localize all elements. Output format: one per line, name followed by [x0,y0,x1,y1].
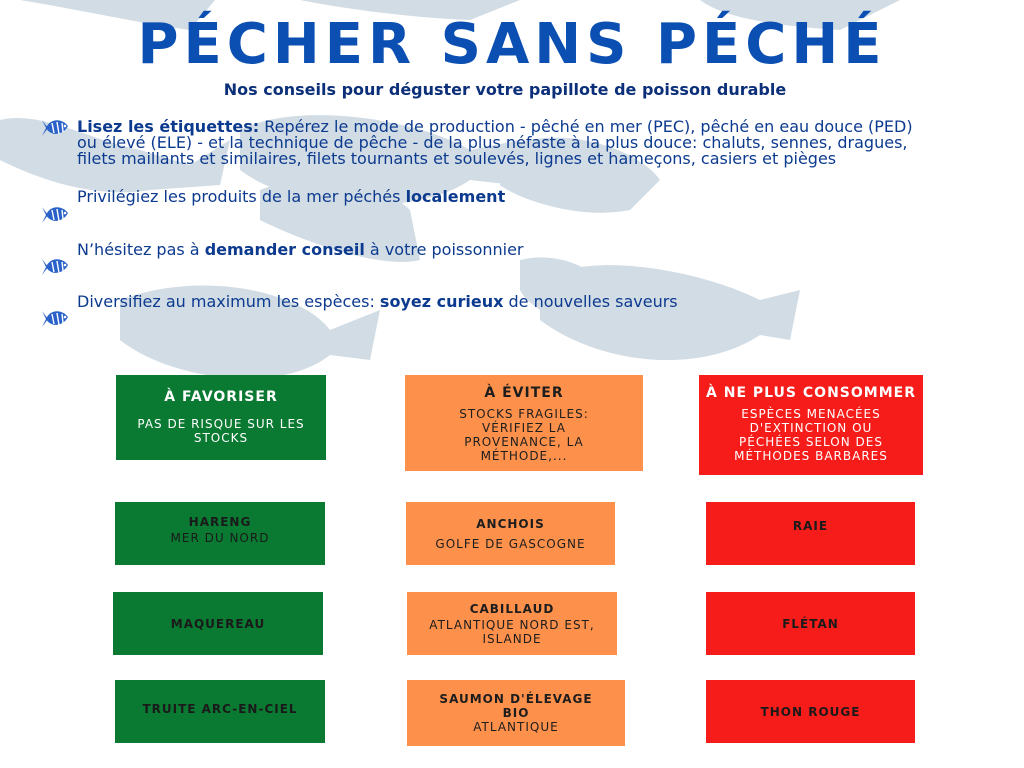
tip-diversifiez-bold: soyez curieux [379,292,504,311]
tip-etiquettes-line2: ou élevé (ELE) - et la technique de pêche - de la plus néfaste à la plus douce: chaluts, sennes, dragues, [77,133,908,152]
fish-origin: ATLANTIQUE [473,720,559,734]
fish-card-raie [706,502,915,565]
fish-card-maquereau [113,592,323,655]
tip-conseil-after: à votre poissonnier [364,240,524,259]
fish-bullet-icon [40,203,70,227]
fish-card-cabillaud [407,592,617,655]
fish-origin: MER DU NORD [170,531,270,545]
category-ne-plus-desc-2: D'EXTINCTION OU [749,421,873,435]
tip-etiquettes-line3: filets maillants et similaires, filets tournants et soulevés, lignes et hameçons, casiers et pièges [77,149,837,168]
tip-etiquettes-bold: Lisez les étiquettes: [77,117,260,136]
tip-etiquettes-line1: Repérez le mode de production - pêché en mer (PEC), pêché en eau douce (PED) [259,117,913,136]
fish-card-truite [115,680,325,743]
fish-card-fletan [706,592,915,655]
category-ne-plus-title: À NE PLUS CONSOMMER [706,385,916,401]
fish-name: CABILLAUD [469,602,555,616]
fish-card-hareng [115,502,325,565]
tip-conseil-text: N’hésitez pas à [77,240,205,259]
fish-card-thon-rouge [706,680,915,743]
tip-diversifiez-text: Diversifiez au maximum les espèces: [77,292,380,311]
page-title: PÉCHER SANS PÉCHÉ [137,12,887,77]
fish-origin-2: ISLANDE [482,632,542,646]
tip-localement [77,189,505,205]
tip-diversifiez-after: de nouvelles saveurs [503,292,678,311]
category-eviter-desc-3: PROVENANCE, LA [464,435,584,449]
fish-card-anchois [406,502,615,565]
fish-name: ANCHOIS [476,517,545,531]
fish-card-saumon [407,680,625,746]
tip-localement-bold: localement [405,187,506,206]
category-eviter-desc-4: MÉTHODE,... [480,449,568,463]
fish-bullet-icon [40,255,70,279]
category-eviter-title: À ÉVITER [484,385,564,401]
tip-conseil-bold: demander conseil [204,240,365,259]
tip-localement-text: Privilégiez les produits de la mer péchés [77,187,406,206]
category-eviter-desc-2: VÉRIFIEZ LA [482,421,566,435]
category-favoriser-desc-2: STOCKS [193,431,249,445]
fish-name: HARENG [188,515,252,529]
tip-diversifiez [77,294,678,310]
fish-name-2: BIO [502,706,530,720]
fish-name: THON ROUGE [760,705,861,719]
category-ne-plus-consommer [699,375,923,475]
fish-name: SAUMON D'ÉLEVAGE [439,692,593,706]
tip-conseil [77,242,524,258]
fish-name: FLÉTAN [782,617,839,631]
fish-origin: GOLFE DE GASCOGNE [435,537,586,551]
tip-etiquettes [77,119,913,167]
category-eviter-desc-1: STOCKS FRAGILES: [459,407,589,421]
fish-origin: ATLANTIQUE NORD EST, [429,618,595,632]
fish-name: TRUITE ARC-EN-CIEL [142,702,298,716]
fish-bullet-icon [40,307,70,331]
page-subtitle: Nos conseils pour déguster votre papillote de poisson durable [223,80,787,99]
category-favoriser-desc-1: PAS DE RISQUE SUR LES [137,417,305,431]
category-ne-plus-desc-4: MÉTHODES BARBARES [734,449,888,463]
fish-name: RAIE [792,519,829,533]
fish-bullet-icon [40,116,70,140]
category-favoriser-title: À FAVORISER [164,389,278,405]
fish-name: MAQUEREAU [170,617,266,631]
category-ne-plus-desc-1: ESPÈCES MENACÉES [741,407,881,421]
category-favoriser [116,375,326,460]
category-eviter [405,375,643,471]
category-ne-plus-desc-3: PÉCHÉES SELON DES [739,435,883,449]
